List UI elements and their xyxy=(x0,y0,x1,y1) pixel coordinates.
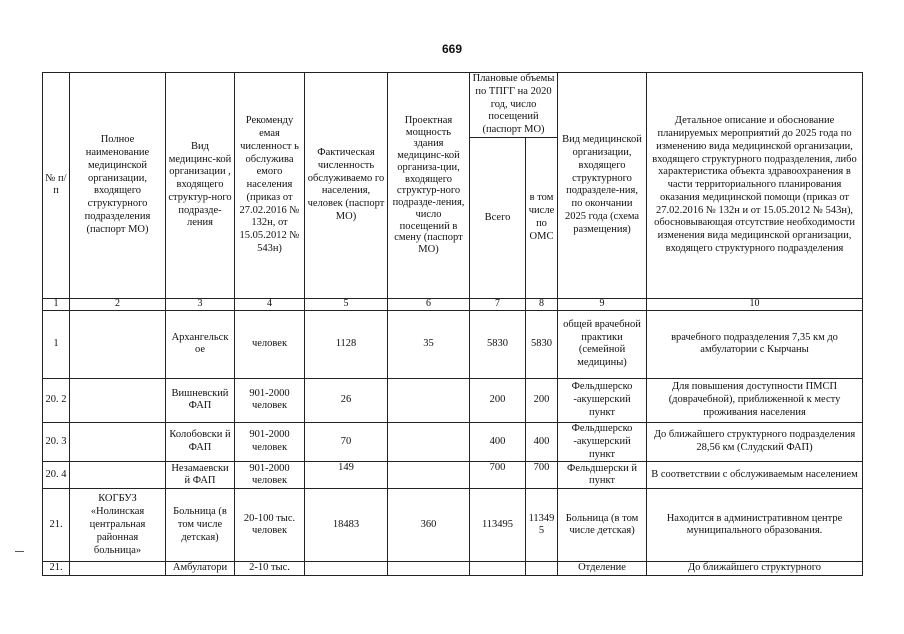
column-number: 9 xyxy=(558,298,647,310)
cell-type-2025: Фельдшерски й пункт xyxy=(558,462,647,489)
table-row xyxy=(43,378,863,422)
cell-actual-population: 1128 xyxy=(305,310,388,378)
cell-number: 20. 4 xyxy=(43,462,70,489)
cell-actual-population: 18483 xyxy=(305,489,388,562)
cell-total: 113495 xyxy=(470,489,526,562)
column-number: 1 xyxy=(43,298,70,310)
header-description: Детальное описание и обоснование планируемых мероприятий до 2025 года по изменению вида медицинской организации, входящего структурного подразделения, либо характеристика объекта здравоохранения в части территориального планирования оказания медицинской помощи (приказ от 27.02.2016 № 132н и от 15.05.2012 № 543н), обосновывающая отсутствие необходимости изменения вида медицинской организации, входящего структурного подразделения xyxy=(647,73,863,299)
column-number: 5 xyxy=(305,298,388,310)
cell-type-2025: Фельдшерско -акушерский пункт xyxy=(558,422,647,461)
cell-description: Для повышения доступности ПМСП (доврачебной), приближенной к месту проживания населения xyxy=(647,378,863,422)
cell-organization-name: КОГБУЗ «Нолинская центральная районная больница» xyxy=(70,489,166,562)
cell-actual-population: 70 xyxy=(305,422,388,461)
header-organization-type: Вид медицинс-кой организации , входящего структур-ного подразде-ления xyxy=(166,73,235,299)
facilities-table xyxy=(42,72,863,576)
cell-design-capacity xyxy=(388,378,470,422)
cell-design-capacity: 360 xyxy=(388,489,470,562)
cell-oms: 113495 xyxy=(526,489,558,562)
cell-oms xyxy=(526,562,558,576)
cell-total: 200 xyxy=(470,378,526,422)
column-number: 8 xyxy=(526,298,558,310)
cell-recommended-population: 901-2000 человек xyxy=(235,378,305,422)
table-header xyxy=(43,73,863,311)
table-row xyxy=(43,562,863,576)
cell-recommended-population: 901-2000 человек xyxy=(235,462,305,489)
header-actual-population: Фактическая численность обслуживаемо го населения, человек (паспорт МО) xyxy=(305,73,388,299)
cell-type-2025: общей врачебной практики (семейной медицины) xyxy=(558,310,647,378)
column-number: 7 xyxy=(470,298,526,310)
cell-design-capacity xyxy=(388,462,470,489)
table-row xyxy=(43,422,863,461)
cell-design-capacity: 35 xyxy=(388,310,470,378)
cell-description: В соответствии с обслуживаемым населением xyxy=(647,462,863,489)
cell-number: 20. 3 xyxy=(43,422,70,461)
header-organization-name: Полное наименование медицинской организации, входящего структурного подразделения (паспорт МО) xyxy=(70,73,166,299)
column-number: 3 xyxy=(166,298,235,310)
cell-organization-name xyxy=(70,378,166,422)
cell-oms: 400 xyxy=(526,422,558,461)
column-number: 10 xyxy=(647,298,863,310)
scan-mark xyxy=(15,551,24,552)
cell-description: До ближайшего структурного xyxy=(647,562,863,576)
cell-organization-type: Амбулатори xyxy=(166,562,235,576)
cell-number: 21. xyxy=(43,489,70,562)
cell-oms: 5830 xyxy=(526,310,558,378)
header-planned-volumes: Плановые объемы по ТПГГ на 2020 год, число посещений (паспорт МО) xyxy=(470,73,558,138)
cell-recommended-population: человек xyxy=(235,310,305,378)
cell-number: 21. xyxy=(43,562,70,576)
cell-organization-name xyxy=(70,462,166,489)
cell-recommended-population: 901-2000 человек xyxy=(235,422,305,461)
cell-organization-name xyxy=(70,422,166,461)
cell-total: 700 xyxy=(470,462,526,489)
cell-organization-name xyxy=(70,310,166,378)
header-oms: в том числе по ОМС xyxy=(526,137,558,298)
cell-type-2025: Больница (в том числе детская) xyxy=(558,489,647,562)
cell-type-2025: Отделение xyxy=(558,562,647,576)
cell-total xyxy=(470,562,526,576)
cell-number: 20. 2 xyxy=(43,378,70,422)
header-number: № п/п xyxy=(43,73,70,299)
column-number-row xyxy=(43,298,863,310)
cell-actual-population xyxy=(305,562,388,576)
table-row xyxy=(43,310,863,378)
page-number: 669 xyxy=(441,42,463,56)
cell-type-2025: Фельдшерско -акушерский пункт xyxy=(558,378,647,422)
cell-actual-population: 26 xyxy=(305,378,388,422)
column-number: 6 xyxy=(388,298,470,310)
cell-organization-type: Колобовски й ФАП xyxy=(166,422,235,461)
cell-total: 5830 xyxy=(470,310,526,378)
cell-recommended-population: 20-100 тыс. человек xyxy=(235,489,305,562)
cell-description: Находится в административном центре муниципального образования. xyxy=(647,489,863,562)
table-body xyxy=(43,310,863,575)
table-row xyxy=(43,489,863,562)
cell-organization-type: Архангельск ое xyxy=(166,310,235,378)
header-design-capacity: Проектная мощность здания медицинс-кой организа-ции, входящего структур-ного подразде-ления, число посещений в смену (паспорт МО) xyxy=(388,73,470,299)
column-number: 2 xyxy=(70,298,166,310)
cell-number: 1 xyxy=(43,310,70,378)
cell-organization-type: Вишневский ФАП xyxy=(166,378,235,422)
cell-description: До ближайшего структурного подразделения 28,56 км (Слудский ФАП) xyxy=(647,422,863,461)
table-row xyxy=(43,462,863,489)
cell-total: 400 xyxy=(470,422,526,461)
cell-recommended-population: 2-10 тыс. xyxy=(235,562,305,576)
cell-organization-name xyxy=(70,562,166,576)
cell-design-capacity xyxy=(388,422,470,461)
cell-actual-population: 149 xyxy=(305,462,388,489)
cell-organization-type: Незамаевски й ФАП xyxy=(166,462,235,489)
header-total: Всего xyxy=(470,137,526,298)
column-number: 4 xyxy=(235,298,305,310)
cell-description: врачебного подразделения 7,35 км до амбулатории с Кырчаны xyxy=(647,310,863,378)
cell-organization-type: Больница (в том числе детская) xyxy=(166,489,235,562)
header-type-2025: Вид медицинской организации, входящего структурного подразделе-ния, по окончании 2025 года (схема размещения) xyxy=(558,73,647,299)
cell-oms: 200 xyxy=(526,378,558,422)
cell-oms: 700 xyxy=(526,462,558,489)
cell-design-capacity xyxy=(388,562,470,576)
header-recommended-population: Рекоменду емая численност ь обслужива емого населения (приказ от 27.02.2016 № 132н, от 15.05.2012 № 543н) xyxy=(235,73,305,299)
